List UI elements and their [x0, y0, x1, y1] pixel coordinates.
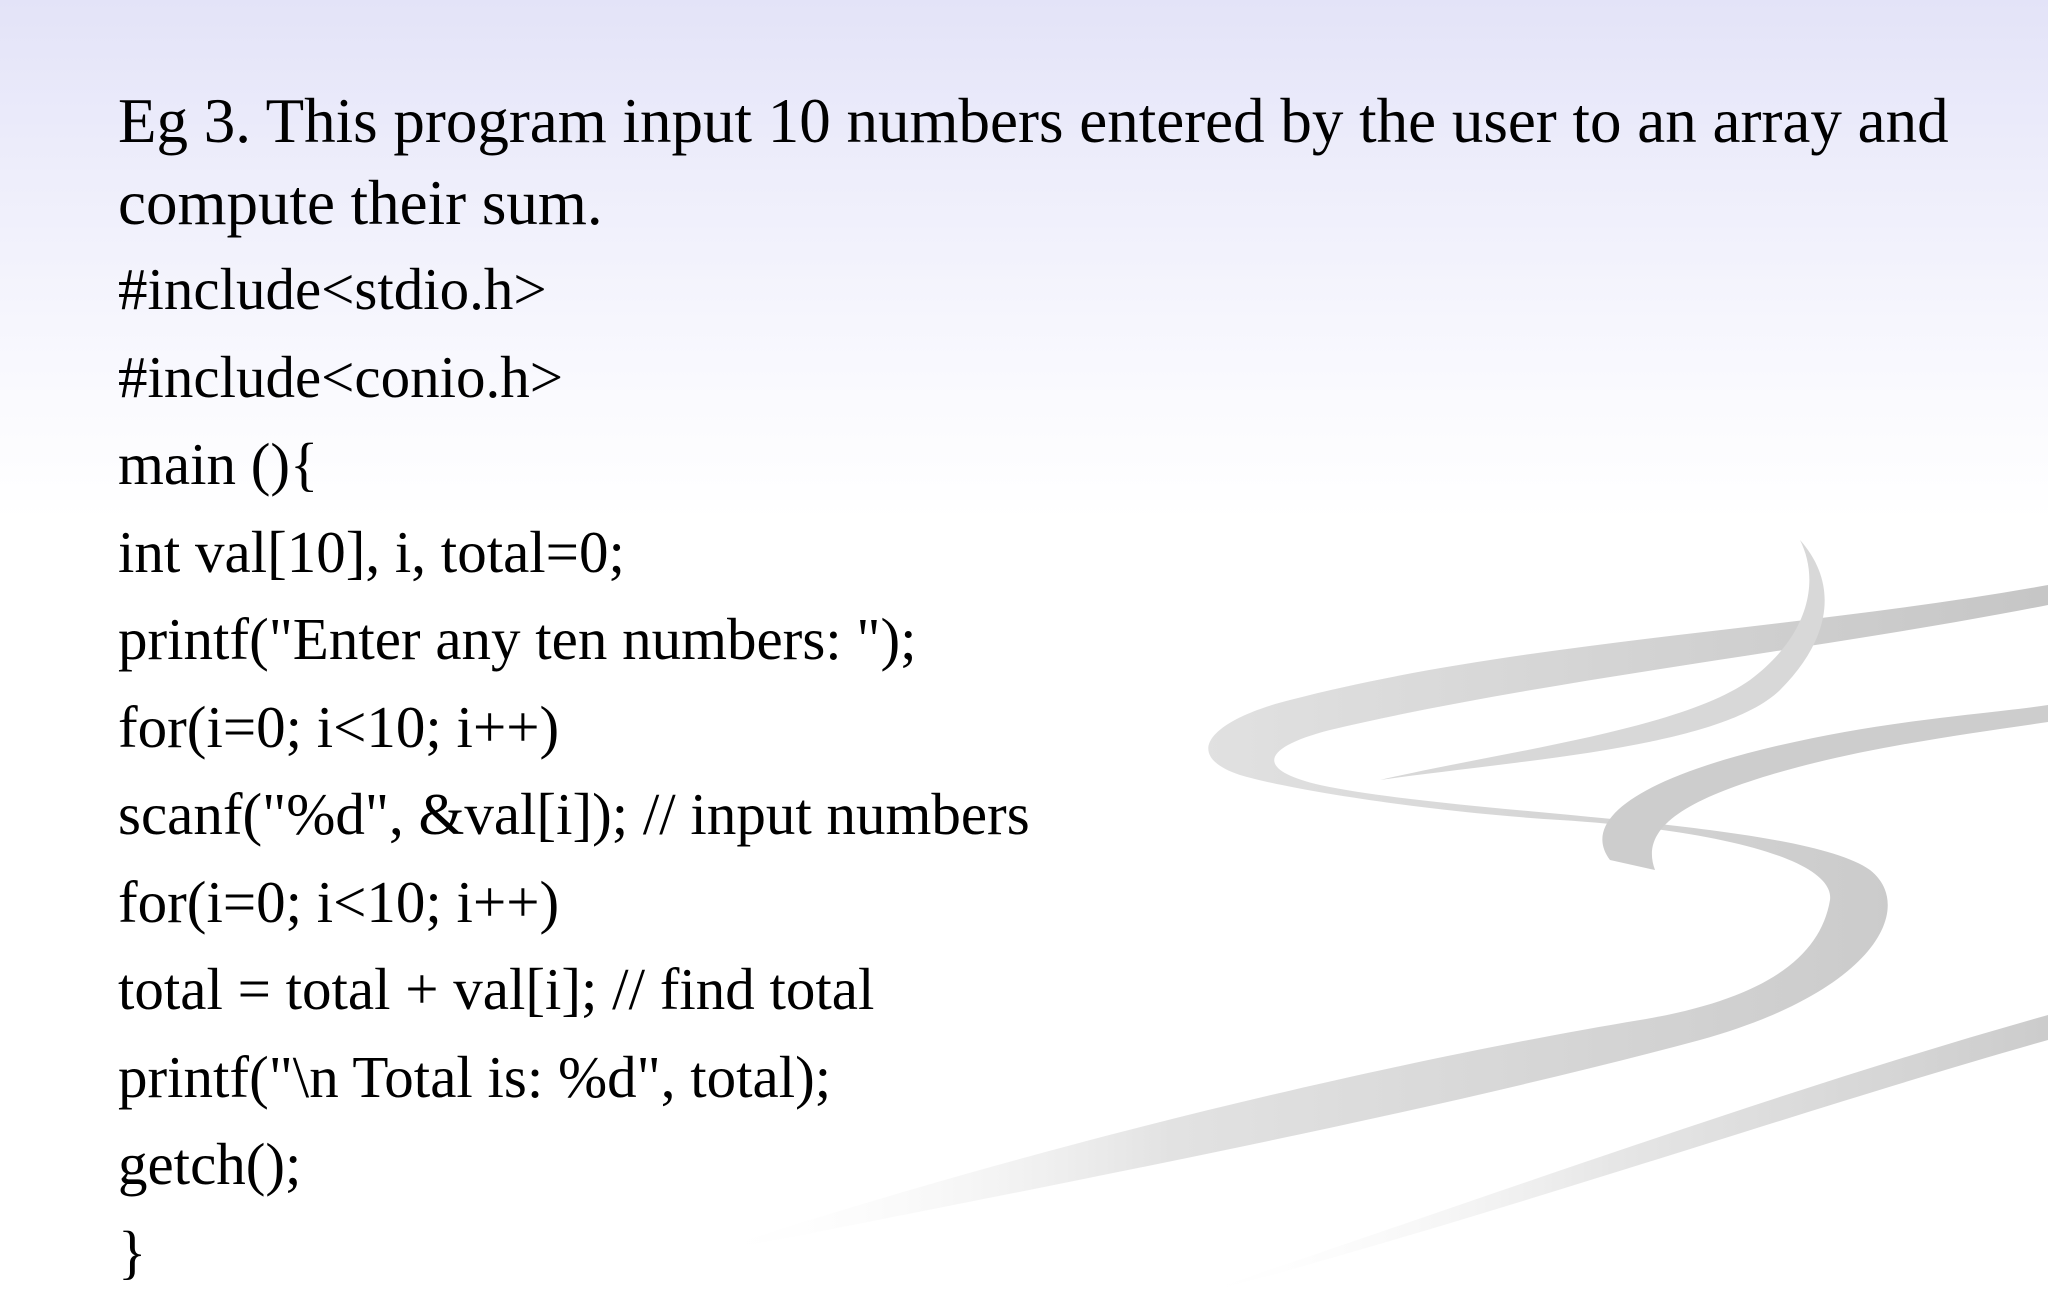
slide-title: Eg 3. This program input 10 numbers entered by the user to an array and compute their sum. — [118, 86, 1949, 238]
code-line: #include<stdio.h> — [118, 256, 547, 322]
code-line: for(i=0; i<10; i++) — [118, 868, 560, 935]
code-block — [118, 246, 1998, 1296]
code-line: printf("\n Total is: %d", total); — [118, 1043, 832, 1110]
slide-content — [118, 80, 1998, 1296]
code-line: #include<conio.h> — [118, 343, 564, 410]
code-line: printf("Enter any ten numbers: "); — [118, 606, 917, 672]
code-line: int val[10], i, total=0; — [118, 518, 625, 585]
code-line: main (){ — [118, 431, 319, 497]
code-line: } — [118, 1218, 147, 1285]
code-line: getch(); — [118, 1131, 302, 1197]
code-line: total = total + val[i]; // find total — [118, 956, 875, 1022]
code-line: scanf("%d", &val[i]); // input numbers — [118, 781, 1030, 847]
code-line: for(i=0; i<10; i++) — [118, 693, 560, 760]
